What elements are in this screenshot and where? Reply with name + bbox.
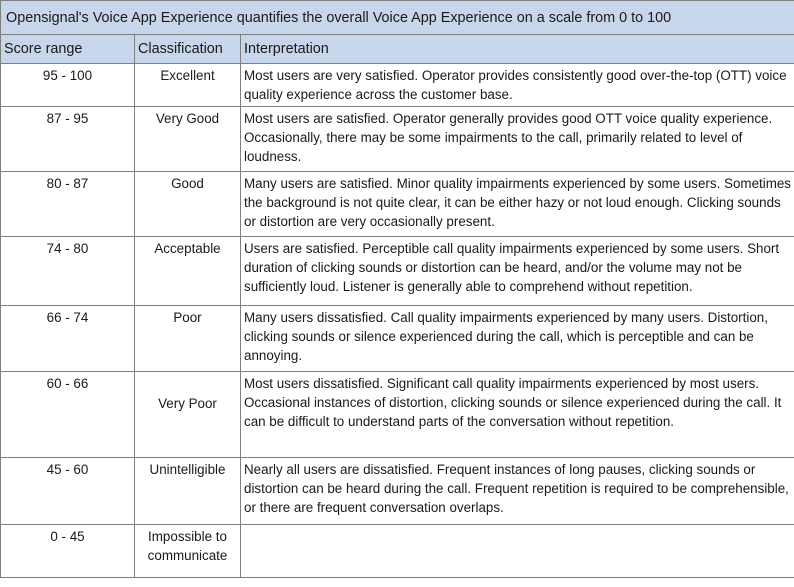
table-row [1,525,794,578]
interpretation-cell: Most users dissatisfied. Significant call quality impairments experienced by most users. Occasional instances of distortion, clicking sounds or silence experienced during the call. It can be difficult to understand parts of the conversation without repetition. [241,372,794,458]
score-range-cell: 0 - 45 [1,525,135,578]
score-range-cell: 74 - 80 [1,237,135,306]
table-row [1,237,794,306]
score-range-cell: 60 - 66 [1,372,135,458]
interpretation-cell: Nearly all users are dissatisfied. Frequent instances of long pauses, clicking sounds or distortion can be heard during the call. Frequent repetition is required to be comprehensible, or there are frequent conversation overlaps. [241,458,794,525]
table-row [1,64,794,107]
title-row [1,1,794,35]
column-header-score-range: Score range [1,35,135,64]
column-header-interpretation: Interpretation [241,35,794,64]
classification-cell: Excellent [135,64,241,107]
classification-cell: Poor [135,306,241,372]
interpretation-cell: Many users dissatisfied. Call quality impairments experienced by many users. Distortion, clicking sounds or silence experienced during the call, which is perceptible and can be annoying. [241,306,794,372]
interpretation-cell: Most users are satisfied. Operator generally provides good OTT voice quality experience. Occasionally, there may be some impairments to the call, primarily related to level of loudness. [241,107,794,172]
interpretation-cell: Most users are very satisfied. Operator provides consistently good over-the-top (OTT) voice quality experience across the customer base. [241,64,794,107]
interpretation-cell: Users are satisfied. Perceptible call quality impairments experienced by some users. Short duration of clicking sounds or distortion can be heard, and/or the volume may not be sufficiently loud. Listener is generally able to comprehend without repetition. [241,237,794,306]
interpretation-cell [241,525,794,578]
score-range-cell: 95 - 100 [1,64,135,107]
table-row [1,458,794,525]
column-header-classification: Classification [135,35,241,64]
score-range-cell: 66 - 74 [1,306,135,372]
table-title: Opensignal's Voice App Experience quantifies the overall Voice App Experience on a scale from 0 to 100 [1,1,794,35]
table-row [1,306,794,372]
table-row [1,372,794,458]
table-row [1,172,794,237]
classification-cell: Very Poor [135,372,241,458]
classification-cell: Acceptable [135,237,241,306]
table-row [1,107,794,172]
score-range-cell: 45 - 60 [1,458,135,525]
score-range-cell: 87 - 95 [1,107,135,172]
interpretation-cell: Many users are satisfied. Minor quality impairments experienced by some users. Sometimes the background is not quite clear, it can be either hazy or not loud enough. Clicking sounds or distortion are very occasionally present. [241,172,794,237]
header-row [1,35,794,64]
score-range-cell: 80 - 87 [1,172,135,237]
classification-cell: Unintelligible [135,458,241,525]
classification-cell: Very Good [135,107,241,172]
classification-cell: Good [135,172,241,237]
classification-cell: Impossible to communicate [135,525,241,578]
